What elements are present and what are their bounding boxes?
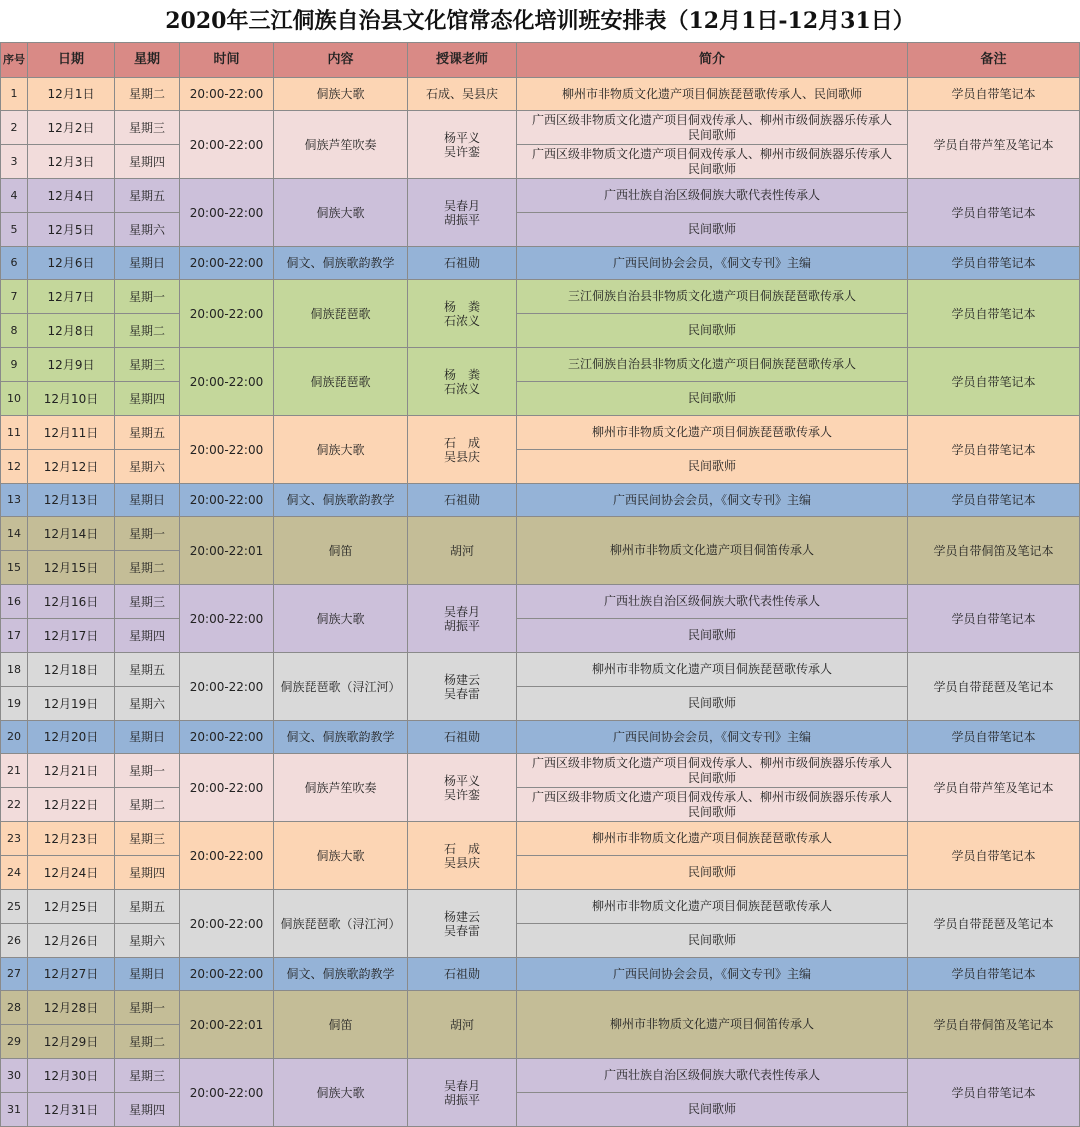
cell-time: 20:00-22:00 bbox=[180, 958, 274, 991]
header-date: 日期 bbox=[28, 43, 115, 78]
cell-seq: 31 bbox=[1, 1093, 28, 1127]
cell-teacher: 石祖勋 bbox=[408, 721, 517, 754]
cell-teacher: 石 成 吴县庆 bbox=[408, 822, 517, 890]
cell-time: 20:00-22:00 bbox=[180, 416, 274, 484]
cell-seq: 28 bbox=[1, 991, 28, 1025]
cell-remark: 学员自带笔记本 bbox=[908, 958, 1080, 991]
cell-content: 侗族大歌 bbox=[274, 1059, 408, 1127]
cell-remark: 学员自带侗笛及笔记本 bbox=[908, 517, 1080, 585]
cell-content: 侗族大歌 bbox=[274, 416, 408, 484]
table-row bbox=[1, 484, 1080, 517]
cell-intro: 柳州市非物质文化遗产项目侗族琵琶歌传承人 bbox=[517, 890, 908, 924]
cell-date: 12月20日 bbox=[28, 721, 115, 754]
cell-seq: 17 bbox=[1, 619, 28, 653]
table-row bbox=[1, 991, 1080, 1025]
header-time: 时间 bbox=[180, 43, 274, 78]
cell-remark: 学员自带笔记本 bbox=[908, 416, 1080, 484]
cell-content: 侗族琵琶歌（浔江河） bbox=[274, 653, 408, 721]
cell-content: 侗族琵琶歌 bbox=[274, 280, 408, 348]
cell-weekday: 星期六 bbox=[115, 213, 180, 247]
cell-seq: 11 bbox=[1, 416, 28, 450]
cell-date: 12月22日 bbox=[28, 788, 115, 822]
cell-date: 12月12日 bbox=[28, 450, 115, 484]
cell-date: 12月25日 bbox=[28, 890, 115, 924]
cell-content: 侗族芦笙吹奏 bbox=[274, 754, 408, 822]
cell-date: 12月28日 bbox=[28, 991, 115, 1025]
cell-seq: 18 bbox=[1, 653, 28, 687]
cell-intro: 民间歌师 bbox=[517, 924, 908, 958]
cell-seq: 16 bbox=[1, 585, 28, 619]
table-row bbox=[1, 1059, 1080, 1093]
cell-teacher: 杨平义 吴许銮 bbox=[408, 754, 517, 822]
cell-weekday: 星期五 bbox=[115, 890, 180, 924]
cell-time: 20:00-22:00 bbox=[180, 754, 274, 822]
cell-weekday: 星期六 bbox=[115, 924, 180, 958]
cell-weekday: 星期日 bbox=[115, 247, 180, 280]
cell-weekday: 星期五 bbox=[115, 653, 180, 687]
cell-date: 12月8日 bbox=[28, 314, 115, 348]
cell-seq: 3 bbox=[1, 145, 28, 179]
cell-seq: 26 bbox=[1, 924, 28, 958]
cell-remark: 学员自带笔记本 bbox=[908, 822, 1080, 890]
cell-intro: 民间歌师 bbox=[517, 856, 908, 890]
table-row bbox=[1, 754, 1080, 788]
cell-seq: 23 bbox=[1, 822, 28, 856]
cell-time: 20:00-22:00 bbox=[180, 484, 274, 517]
cell-seq: 29 bbox=[1, 1025, 28, 1059]
cell-date: 12月5日 bbox=[28, 213, 115, 247]
cell-remark: 学员自带芦笙及笔记本 bbox=[908, 754, 1080, 822]
header-seq: 序号 bbox=[1, 43, 28, 78]
cell-weekday: 星期二 bbox=[115, 1025, 180, 1059]
cell-intro: 民间歌师 bbox=[517, 1093, 908, 1127]
cell-intro: 广西区级非物质文化遗产项目侗戏传承人、柳州市级侗族器乐传承人 民间歌师 bbox=[517, 145, 908, 179]
cell-weekday: 星期日 bbox=[115, 958, 180, 991]
cell-teacher: 杨 粪 石浓义 bbox=[408, 280, 517, 348]
cell-seq: 27 bbox=[1, 958, 28, 991]
cell-weekday: 星期二 bbox=[115, 314, 180, 348]
cell-date: 12月4日 bbox=[28, 179, 115, 213]
cell-remark: 学员自带芦笙及笔记本 bbox=[908, 111, 1080, 179]
cell-weekday: 星期四 bbox=[115, 1093, 180, 1127]
cell-intro: 广西区级非物质文化遗产项目侗戏传承人、柳州市级侗族器乐传承人 民间歌师 bbox=[517, 754, 908, 788]
table-row bbox=[1, 247, 1080, 280]
cell-date: 12月11日 bbox=[28, 416, 115, 450]
table-row bbox=[1, 280, 1080, 314]
cell-intro: 柳州市非物质文化遗产项目侗笛传承人 bbox=[517, 991, 908, 1059]
cell-teacher: 石 成 吴县庆 bbox=[408, 416, 517, 484]
cell-date: 12月13日 bbox=[28, 484, 115, 517]
cell-content: 侗族大歌 bbox=[274, 822, 408, 890]
header-intro: 简介 bbox=[517, 43, 908, 78]
cell-content: 侗族大歌 bbox=[274, 179, 408, 247]
cell-intro: 民间歌师 bbox=[517, 450, 908, 484]
cell-teacher: 石祖勋 bbox=[408, 247, 517, 280]
cell-teacher: 吴春月 胡振平 bbox=[408, 585, 517, 653]
cell-teacher: 胡河 bbox=[408, 517, 517, 585]
cell-intro: 广西区级非物质文化遗产项目侗戏传承人、柳州市级侗族器乐传承人 民间歌师 bbox=[517, 788, 908, 822]
cell-seq: 4 bbox=[1, 179, 28, 213]
cell-weekday: 星期一 bbox=[115, 991, 180, 1025]
cell-seq: 7 bbox=[1, 280, 28, 314]
cell-weekday: 星期二 bbox=[115, 551, 180, 585]
cell-content: 侗文、侗族歌韵教学 bbox=[274, 958, 408, 991]
header-remark: 备注 bbox=[908, 43, 1080, 78]
cell-date: 12月7日 bbox=[28, 280, 115, 314]
cell-content: 侗文、侗族歌韵教学 bbox=[274, 484, 408, 517]
cell-intro: 民间歌师 bbox=[517, 619, 908, 653]
cell-teacher: 石祖勋 bbox=[408, 484, 517, 517]
cell-seq: 1 bbox=[1, 78, 28, 111]
cell-time: 20:00-22:01 bbox=[180, 517, 274, 585]
table-row bbox=[1, 416, 1080, 450]
cell-date: 12月17日 bbox=[28, 619, 115, 653]
cell-date: 12月31日 bbox=[28, 1093, 115, 1127]
cell-weekday: 星期一 bbox=[115, 754, 180, 788]
cell-seq: 8 bbox=[1, 314, 28, 348]
cell-seq: 13 bbox=[1, 484, 28, 517]
cell-seq: 14 bbox=[1, 517, 28, 551]
header-row bbox=[1, 43, 1080, 78]
cell-remark: 学员自带笔记本 bbox=[908, 280, 1080, 348]
cell-date: 12月21日 bbox=[28, 754, 115, 788]
header-content: 内容 bbox=[274, 43, 408, 78]
cell-time: 20:00-22:00 bbox=[180, 280, 274, 348]
cell-intro: 广西民间协会会员，《侗文专刊》主编 bbox=[517, 958, 908, 991]
cell-content: 侗族大歌 bbox=[274, 585, 408, 653]
cell-time: 20:00-22:00 bbox=[180, 179, 274, 247]
cell-intro: 广西民间协会会员，《侗文专刊》主编 bbox=[517, 247, 908, 280]
cell-content: 侗笛 bbox=[274, 517, 408, 585]
cell-weekday: 星期三 bbox=[115, 348, 180, 382]
cell-remark: 学员自带笔记本 bbox=[908, 1059, 1080, 1127]
table-row bbox=[1, 653, 1080, 687]
cell-content: 侗族琵琶歌 bbox=[274, 348, 408, 416]
cell-date: 12月26日 bbox=[28, 924, 115, 958]
cell-seq: 10 bbox=[1, 382, 28, 416]
cell-date: 12月29日 bbox=[28, 1025, 115, 1059]
cell-weekday: 星期四 bbox=[115, 856, 180, 890]
cell-teacher: 杨建云 吴春雷 bbox=[408, 653, 517, 721]
cell-intro: 民间歌师 bbox=[517, 314, 908, 348]
cell-date: 12月1日 bbox=[28, 78, 115, 111]
cell-content: 侗族琵琶歌（浔江河） bbox=[274, 890, 408, 958]
cell-time: 20:00-22:00 bbox=[180, 653, 274, 721]
cell-time: 20:00-22:00 bbox=[180, 247, 274, 280]
cell-content: 侗文、侗族歌韵教学 bbox=[274, 247, 408, 280]
cell-weekday: 星期四 bbox=[115, 382, 180, 416]
cell-remark: 学员自带笔记本 bbox=[908, 247, 1080, 280]
cell-weekday: 星期五 bbox=[115, 416, 180, 450]
cell-intro: 广西民间协会会员，《侗文专刊》主编 bbox=[517, 721, 908, 754]
table-row bbox=[1, 348, 1080, 382]
cell-date: 12月2日 bbox=[28, 111, 115, 145]
table-row bbox=[1, 958, 1080, 991]
cell-teacher: 胡河 bbox=[408, 991, 517, 1059]
table-row bbox=[1, 585, 1080, 619]
cell-intro: 柳州市非物质文化遗产项目侗族琵琶歌传承人、民间歌师 bbox=[517, 78, 908, 111]
cell-intro: 三江侗族自治县非物质文化遗产项目侗族琵琶歌传承人 bbox=[517, 280, 908, 314]
cell-time: 20:00-22:00 bbox=[180, 1059, 274, 1127]
cell-content: 侗族芦笙吹奏 bbox=[274, 111, 408, 179]
table-row bbox=[1, 890, 1080, 924]
cell-weekday: 星期三 bbox=[115, 1059, 180, 1093]
cell-weekday: 星期三 bbox=[115, 822, 180, 856]
cell-date: 12月9日 bbox=[28, 348, 115, 382]
cell-date: 12月19日 bbox=[28, 687, 115, 721]
table-row bbox=[1, 78, 1080, 111]
cell-intro: 广西壮族自治区级侗族大歌代表性传承人 bbox=[517, 585, 908, 619]
page-title: 2020年三江侗族自治县文化馆常态化培训班安排表（12月1日-12月31日） bbox=[165, 8, 915, 34]
cell-seq: 19 bbox=[1, 687, 28, 721]
table-row bbox=[1, 111, 1080, 145]
cell-intro: 柳州市非物质文化遗产项目侗族琵琶歌传承人 bbox=[517, 416, 908, 450]
cell-time: 20:00-22:00 bbox=[180, 890, 274, 958]
cell-intro: 广西民间协会会员，《侗文专刊》主编 bbox=[517, 484, 908, 517]
cell-date: 12月14日 bbox=[28, 517, 115, 551]
cell-seq: 15 bbox=[1, 551, 28, 585]
cell-date: 12月18日 bbox=[28, 653, 115, 687]
cell-intro: 民间歌师 bbox=[517, 382, 908, 416]
cell-remark: 学员自带琵琶及笔记本 bbox=[908, 890, 1080, 958]
cell-content: 侗笛 bbox=[274, 991, 408, 1059]
cell-time: 20:00-22:00 bbox=[180, 78, 274, 111]
cell-date: 12月30日 bbox=[28, 1059, 115, 1093]
cell-seq: 5 bbox=[1, 213, 28, 247]
cell-date: 12月10日 bbox=[28, 382, 115, 416]
schedule-table bbox=[0, 42, 1080, 1127]
cell-seq: 30 bbox=[1, 1059, 28, 1093]
cell-remark: 学员自带笔记本 bbox=[908, 348, 1080, 416]
cell-weekday: 星期五 bbox=[115, 179, 180, 213]
cell-time: 20:00-22:00 bbox=[180, 111, 274, 179]
cell-date: 12月27日 bbox=[28, 958, 115, 991]
cell-date: 12月23日 bbox=[28, 822, 115, 856]
cell-date: 12月24日 bbox=[28, 856, 115, 890]
cell-date: 12月6日 bbox=[28, 247, 115, 280]
cell-seq: 22 bbox=[1, 788, 28, 822]
cell-remark: 学员自带笔记本 bbox=[908, 179, 1080, 247]
cell-weekday: 星期四 bbox=[115, 145, 180, 179]
cell-weekday: 星期三 bbox=[115, 585, 180, 619]
cell-intro: 广西壮族自治区级侗族大歌代表性传承人 bbox=[517, 1059, 908, 1093]
cell-intro: 柳州市非物质文化遗产项目侗笛传承人 bbox=[517, 517, 908, 585]
cell-weekday: 星期一 bbox=[115, 280, 180, 314]
cell-intro: 民间歌师 bbox=[517, 213, 908, 247]
cell-teacher: 杨 粪 石浓义 bbox=[408, 348, 517, 416]
cell-intro: 三江侗族自治县非物质文化遗产项目侗族琵琶歌传承人 bbox=[517, 348, 908, 382]
cell-remark: 学员自带侗笛及笔记本 bbox=[908, 991, 1080, 1059]
cell-intro: 柳州市非物质文化遗产项目侗族琵琶歌传承人 bbox=[517, 653, 908, 687]
cell-intro: 柳州市非物质文化遗产项目侗族琵琶歌传承人 bbox=[517, 822, 908, 856]
cell-remark: 学员自带笔记本 bbox=[908, 484, 1080, 517]
cell-teacher: 吴春月 胡振平 bbox=[408, 179, 517, 247]
cell-weekday: 星期二 bbox=[115, 78, 180, 111]
cell-seq: 20 bbox=[1, 721, 28, 754]
cell-weekday: 星期日 bbox=[115, 721, 180, 754]
cell-time: 20:00-22:01 bbox=[180, 991, 274, 1059]
cell-intro: 广西壮族自治区级侗族大歌代表性传承人 bbox=[517, 179, 908, 213]
cell-time: 20:00-22:00 bbox=[180, 585, 274, 653]
cell-teacher: 石祖勋 bbox=[408, 958, 517, 991]
header-teacher: 授课老师 bbox=[408, 43, 517, 78]
cell-weekday: 星期日 bbox=[115, 484, 180, 517]
table-row bbox=[1, 822, 1080, 856]
cell-weekday: 星期六 bbox=[115, 450, 180, 484]
cell-remark: 学员自带笔记本 bbox=[908, 78, 1080, 111]
cell-date: 12月16日 bbox=[28, 585, 115, 619]
cell-seq: 25 bbox=[1, 890, 28, 924]
cell-intro: 民间歌师 bbox=[517, 687, 908, 721]
cell-remark: 学员自带笔记本 bbox=[908, 721, 1080, 754]
cell-weekday: 星期四 bbox=[115, 619, 180, 653]
table-row bbox=[1, 721, 1080, 754]
cell-time: 20:00-22:00 bbox=[180, 348, 274, 416]
table-row bbox=[1, 179, 1080, 213]
cell-seq: 2 bbox=[1, 111, 28, 145]
schedule-body bbox=[1, 78, 1080, 1127]
cell-seq: 24 bbox=[1, 856, 28, 890]
cell-seq: 6 bbox=[1, 247, 28, 280]
cell-remark: 学员自带笔记本 bbox=[908, 585, 1080, 653]
cell-content: 侗族大歌 bbox=[274, 78, 408, 111]
cell-weekday: 星期三 bbox=[115, 111, 180, 145]
cell-weekday: 星期六 bbox=[115, 687, 180, 721]
cell-date: 12月15日 bbox=[28, 551, 115, 585]
cell-seq: 21 bbox=[1, 754, 28, 788]
cell-content: 侗文、侗族歌韵教学 bbox=[274, 721, 408, 754]
cell-remark: 学员自带琵琶及笔记本 bbox=[908, 653, 1080, 721]
cell-teacher: 吴春月 胡振平 bbox=[408, 1059, 517, 1127]
cell-seq: 9 bbox=[1, 348, 28, 382]
cell-intro: 广西区级非物质文化遗产项目侗戏传承人、柳州市级侗族器乐传承人 民间歌师 bbox=[517, 111, 908, 145]
cell-weekday: 星期一 bbox=[115, 517, 180, 551]
cell-teacher: 石成、吴县庆 bbox=[408, 78, 517, 111]
header-weekday: 星期 bbox=[115, 43, 180, 78]
table-row bbox=[1, 517, 1080, 551]
cell-time: 20:00-22:00 bbox=[180, 822, 274, 890]
cell-seq: 12 bbox=[1, 450, 28, 484]
cell-time: 20:00-22:00 bbox=[180, 721, 274, 754]
cell-date: 12月3日 bbox=[28, 145, 115, 179]
cell-weekday: 星期二 bbox=[115, 788, 180, 822]
cell-teacher: 杨平义 吴许銮 bbox=[408, 111, 517, 179]
cell-teacher: 杨建云 吴春雷 bbox=[408, 890, 517, 958]
